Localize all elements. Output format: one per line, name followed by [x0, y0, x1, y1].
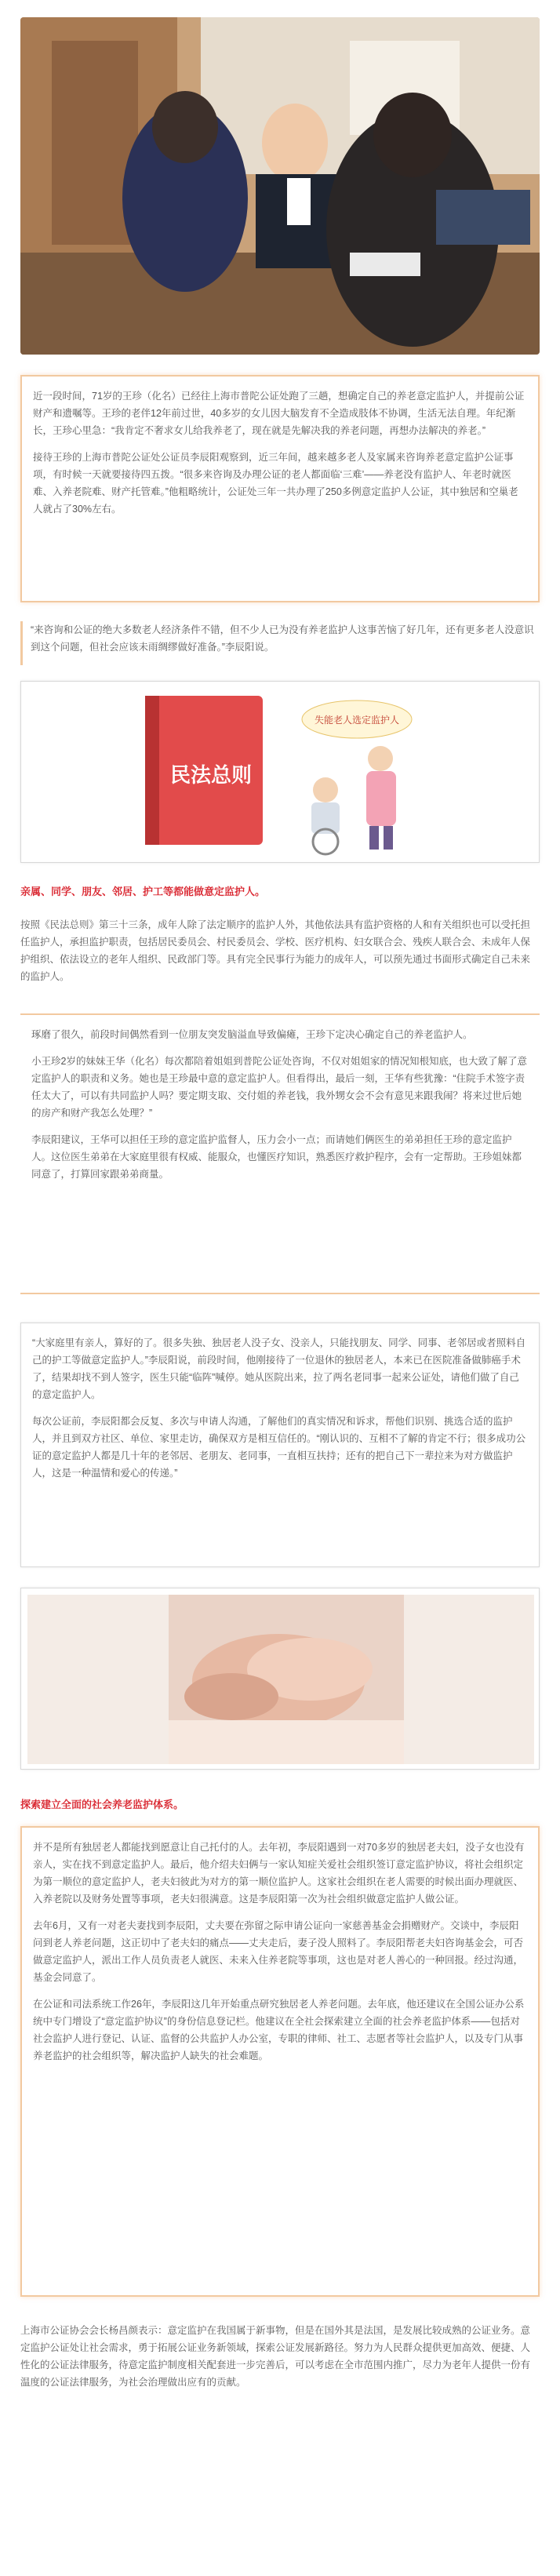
system-paragraph-2: 去年6月，又有一对老夫妻找到李辰阳，丈夫要在弥留之际申请公证向一家慈善基金会捐赠财产。交谈中，李辰阳问到老人养老问题，这正切中了老夫妇的痛点——丈夫走后，妻子没人照料了。李辰阳帮老夫妇咨询基金会，可否做意定监护人，派出工作人员负责老人就医、未来入住养老院等事项，这也是对老人善心的一种回报。经过沟通，基金会同意了。 — [33, 1920, 524, 1983]
section-1-heading: 亲属、同学、朋友、邻居、护工等都能做意定监护人。 — [20, 886, 266, 897]
quote-block-1 — [20, 621, 540, 665]
section-2-heading: 探索建立全面的社会养老监护体系。 — [20, 1799, 184, 1810]
hands-photo-card — [20, 1588, 540, 1770]
book-title: 民法总则 — [169, 763, 253, 787]
story-card-wang — [20, 1013, 540, 1294]
closing-paragraph: 上海市公证协会会长杨昌颜表示：意定监护在我国属于新事物，但是在国外其是法国，是发展比较成熟的公证业务。意定监护公证处让社会需求，勇于拓展公证业务新领域，探索公证发展新路径。努力为人民群众提供更加高效、便捷、人性化的公证法律服务，待意定监护制度相关配套进一步完善后，可以考虑在全市范围内推广，尽力为老年人提供一份有温度的公证法律服务，为社会治理做出应有的贡献。 — [20, 2325, 531, 2388]
speech-bubble: 失能老人选定监护人 — [314, 715, 400, 726]
hands-photo — [27, 1595, 534, 1764]
consultation-photo — [20, 17, 540, 355]
illustration-card — [20, 681, 540, 863]
story-lead: 琢磨了很久，前段时间偶然看到一位朋友突发脑溢血导致偏瘫，王珍下定决心确定自己的养老监护人。 — [31, 1029, 473, 1040]
intro-paragraph-2: 接待王珍的上海市普陀公证处公证员李辰阳观察到，近三年间，越来越多老人及家属来咨询养老意定监护公证事项，有时候一天就要接待四五拨。“很多来咨询及办理公证的老人都面临‘三难’——养老没有监护人、年老时就医难、入养老院难、财产托管难。”他粗略统计，公证处三年一共办理了250多例意定监护人公证，其中独居和空巢老人就占了30%左右。 — [33, 452, 518, 515]
system-paragraph-3: 在公证和司法系统工作26年，李辰阳这几年开始重点研究独居老人养老问题。去年底，他还建议在全国公证办公系统中专门增设了“意定监护协议”的身份信息登记栏。他建议在全社会探索建立全面的社会养老监护体系——包括对社会监护人进行登记、认证、监督的公共监护人办公室，专职的律师、社工、志愿者等社会监护人，以及专门从事养老监护的社会组织等，解决监护人缺失的社会难题。 — [33, 1999, 525, 2061]
system-card — [20, 1826, 540, 2297]
intro-card — [20, 375, 540, 602]
quote-1-text: “来咨询和公证的绝大多数老人经济条件不错，但不少人已为没有养老监护人这事苦恼了好几年，还有更多老人没意识到这个问题，但社会应该未雨绸缪做好准备。”李辰阳说。 — [31, 624, 534, 653]
civil-code-illustration — [27, 688, 534, 857]
story-paragraph-1: 小王珍2岁的妹妹王华（化名）每次都陪着姐姐到普陀公证处咨询，不仅对姐姐家的情况知根知底，也大致了解了意定监护人的职责和义务。她也是王珍最中意的意定监护人。但看得出，最后一刻，王华有些犹豫：“住院手术签字责任太大了，可以有共同监护人吗？要定期支取、交付姐的养老钱，我外甥女会不会有意见来跟我闹？将来过世后她的房产和财产我怎么处理？” — [31, 1056, 527, 1119]
quote-card-paragraph-2: 每次公证前，李辰阳都会反复、多次与申请人沟通，了解他们的真实情况和诉求，帮他们识别、挑选合适的监护人，并且到双方社区、单位、家里走访，确保双方是相互信任的。“刚认识的、互相不了解的肯定不行；很多成功公证的意定监护人都是几十年的老邻居、老朋友、老同事，一直相互扶持；还有的把自己下一辈拉来为对方做监护人，这是一种温情和爱心的传递。” — [32, 1416, 526, 1479]
section-1-body — [20, 916, 540, 995]
quote-card-li — [20, 1323, 540, 1567]
story-paragraph-2: 李辰阳建议，王华可以担任王珍的意定监护监督人，压力会小一点；而请她们俩医生的弟弟担任王珍的意定监护人。这位医生弟弟在大家庭里很有权威、能服众，也懂医疗知识，熟悉医疗救护程序，会有一定帮助。王珍姐妹都同意了，打算回家跟弟弟商量。 — [31, 1134, 522, 1180]
intro-paragraph-1: 近一段时间，71岁的王珍（化名）已经往上海市普陀公证处跑了三趟，想确定自己的养老意定监护人，并提前公证财产和遗嘱等。王珍的老伴12年前过世，40多岁的女儿因大脑发育不全造成肢体不协调，生活无法自理。年纪渐长，王珍心里急：“我肯定不奢求女儿给我养老了，现在就是先解决我的养老问题，再想办法解决的养老。” — [33, 391, 525, 436]
section-1-paragraph: 按照《民法总则》第三十三条，成年人除了法定顺序的监护人外，其他依法具有监护资格的人和有关组织也可以受托担任监护人，承担监护职责，包括居民委员会、村民委员会、学校、医疗机构、妇女联合会、残疾人联合会、未成年人保护组织、依法设立的老年人组织、民政部门等。具有完全民事行为能力的成年人，可以预先通过书面形式确定自己未来的监护人。 — [20, 919, 531, 982]
system-paragraph-1: 并不是所有独居老人都能找到愿意让自己托付的人。去年初，李辰阳遇到一对70多岁的独居老夫妇，没子女也没有亲人，实在找不到意定监护人。最后，他介绍夫妇俩与一家认知症关爱社会组织签订意定监护协议，将社会组织定为第一顺位的意定监护人，老夫妇彼此为对方的第一顺位监护人。这家社会组织在老人需要的时候出面办理就医、入养老院以及财务处置等事项，老夫妇很满意。这是李辰阳第一次为社会组织做意定监护人做公证。 — [33, 1842, 525, 1905]
quote-card-paragraph-1: “大家庭里有亲人，算好的了。很多失独、独居老人没子女、没亲人，只能找朋友、同学、同事、老邻居或者照料自己的护工等做意定监护人。”李辰阳说，前段时间，他刚接待了一位退休的独居老人，本来已在医院准备做肺癌手术了，结果却找不到人签字，医生只能“临阵”喊停。她从医院出来，拉了两名老同事一起来公证处，请他们做了自己的意定监护人。 — [32, 1337, 526, 1400]
closing-block — [20, 2322, 540, 2400]
